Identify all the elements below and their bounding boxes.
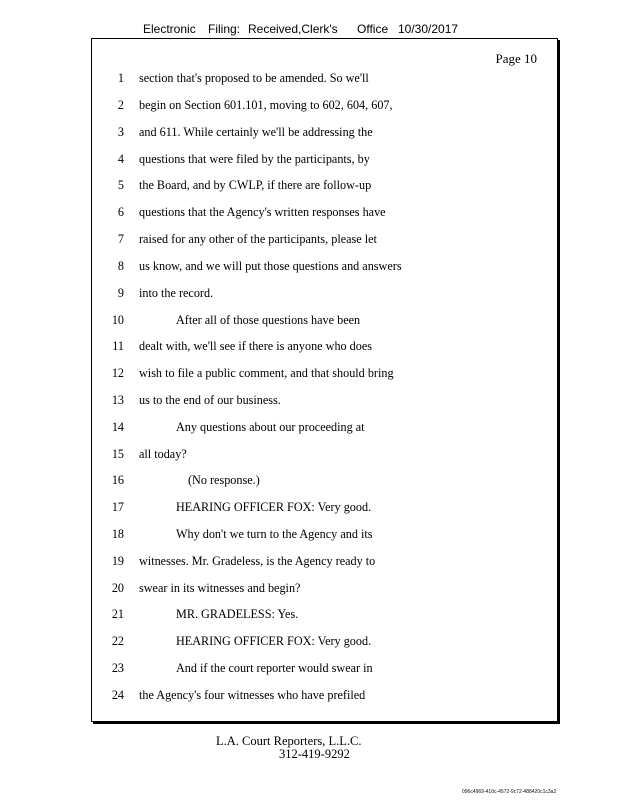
filing-stamp-date: 10/30/2017 bbox=[398, 22, 459, 36]
line-number: 18 bbox=[111, 527, 124, 541]
line-text: MR. GRADELESS: Yes. bbox=[176, 607, 299, 621]
line-number: 24 bbox=[111, 688, 124, 702]
line-number: 14 bbox=[111, 420, 124, 434]
line-text: HEARING OFFICER FOX: Very good. bbox=[176, 634, 372, 648]
line-number: 2 bbox=[117, 98, 124, 112]
transcript-line bbox=[92, 96, 557, 114]
line-text: Why don't we turn to the Agency and its bbox=[176, 527, 373, 541]
transcript-line bbox=[92, 391, 557, 409]
line-number: 10 bbox=[111, 313, 124, 327]
transcript-page-frame bbox=[91, 38, 558, 722]
transcript-line bbox=[92, 311, 557, 329]
line-number: 16 bbox=[111, 473, 124, 487]
transcript-line bbox=[92, 284, 557, 302]
line-text: us to the end of our business. bbox=[139, 393, 281, 407]
line-number: 15 bbox=[111, 447, 124, 461]
line-text: (No response.) bbox=[188, 473, 260, 487]
line-number: 4 bbox=[117, 152, 124, 166]
transcript-line bbox=[92, 230, 557, 248]
document-id: 096c4969-410c-4572-9c72-488420c1c3a2 bbox=[462, 789, 557, 795]
transcript-line bbox=[92, 605, 557, 623]
line-text: Any questions about our proceeding at bbox=[176, 420, 365, 434]
transcript-line bbox=[92, 69, 557, 87]
transcript-line bbox=[92, 579, 557, 597]
transcript-line bbox=[92, 123, 557, 141]
line-number: 9 bbox=[117, 286, 124, 300]
line-text: After all of those questions have been bbox=[176, 313, 361, 327]
line-number: 13 bbox=[111, 393, 124, 407]
line-text: raised for any other of the participants, please let bbox=[139, 232, 377, 246]
line-text: and 611. While certainly we'll be addressing the bbox=[139, 125, 373, 139]
line-text: us know, and we will put those questions and answers bbox=[139, 259, 402, 273]
line-number: 6 bbox=[117, 205, 124, 219]
court-reporter-company: L.A. Court Reporters, L.L.C. bbox=[216, 734, 362, 748]
transcript-line bbox=[92, 525, 557, 543]
line-text: witnesses. Mr. Gradeless, is the Agency ready to bbox=[139, 554, 376, 568]
transcript-line bbox=[92, 552, 557, 570]
transcript-line bbox=[92, 337, 557, 355]
transcript-line bbox=[92, 203, 557, 221]
line-text: swear in its witnesses and begin? bbox=[139, 581, 301, 595]
line-number: 5 bbox=[117, 178, 124, 192]
court-reporter-phone: 312-419-9292 bbox=[279, 747, 350, 761]
line-number: 11 bbox=[112, 339, 124, 353]
filing-stamp-received: Received,Clerk's bbox=[248, 22, 338, 36]
line-number: 12 bbox=[111, 366, 124, 380]
transcript-line bbox=[92, 257, 557, 275]
line-text: dealt with, we'll see if there is anyone who does bbox=[139, 339, 373, 353]
transcript-line bbox=[92, 471, 557, 489]
transcript-line bbox=[92, 176, 557, 194]
transcript-line bbox=[92, 632, 557, 650]
line-number: 8 bbox=[117, 259, 124, 273]
filing-stamp-office: Office bbox=[357, 22, 389, 36]
line-text: into the record. bbox=[139, 286, 214, 300]
line-text: section that's proposed to be amended. So we'll bbox=[139, 71, 369, 85]
transcript-line bbox=[92, 364, 557, 382]
line-number: 1 bbox=[117, 71, 124, 85]
transcript-line bbox=[92, 150, 557, 168]
line-text: And if the court reporter would swear in bbox=[176, 661, 373, 675]
page-number: Page 10 bbox=[495, 51, 537, 66]
line-text: wish to file a public comment, and that should bring bbox=[139, 366, 394, 380]
line-number: 3 bbox=[117, 125, 124, 139]
transcript-line bbox=[92, 686, 557, 704]
line-text: all today? bbox=[139, 447, 187, 461]
transcript-line bbox=[92, 659, 557, 677]
transcript-line bbox=[92, 498, 557, 516]
transcript-line bbox=[92, 445, 557, 463]
filing-stamp-filing: Filing: bbox=[208, 22, 241, 36]
line-text: begin on Section 601.101, moving to 602, 604, 607, bbox=[139, 98, 393, 112]
line-text: the Agency's four witnesses who have prefiled bbox=[139, 688, 366, 702]
line-text: HEARING OFFICER FOX: Very good. bbox=[176, 500, 372, 514]
line-number: 22 bbox=[111, 634, 124, 648]
filing-stamp-electronic: Electronic bbox=[143, 22, 196, 36]
line-text: questions that were filed by the participants, by bbox=[139, 152, 370, 166]
line-number: 20 bbox=[111, 581, 124, 595]
line-number: 19 bbox=[111, 554, 124, 568]
line-number: 17 bbox=[111, 500, 124, 514]
transcript-line bbox=[92, 418, 557, 436]
line-number: 21 bbox=[111, 607, 124, 621]
line-number: 23 bbox=[111, 661, 124, 675]
line-number: 7 bbox=[117, 232, 124, 246]
line-text: the Board, and by CWLP, if there are follow-up bbox=[139, 178, 372, 192]
line-text: questions that the Agency's written responses have bbox=[139, 205, 386, 219]
filing-stamp-header bbox=[0, 22, 618, 38]
